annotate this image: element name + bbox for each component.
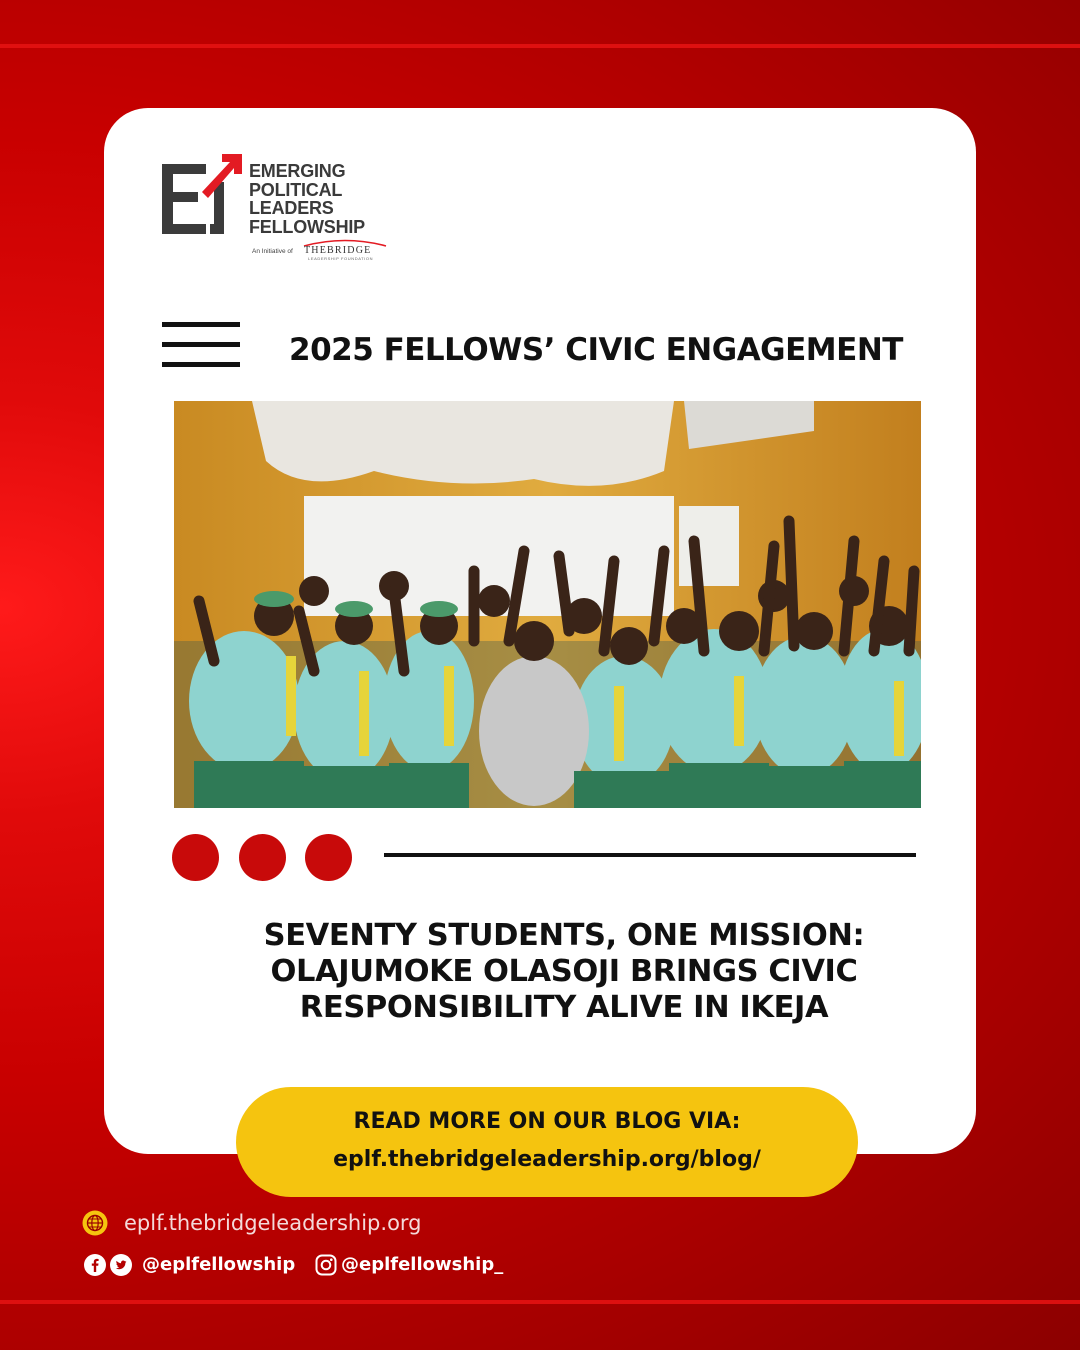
menu-line (162, 362, 240, 367)
menu-line (162, 342, 240, 347)
logo-word: EMERGING (249, 161, 346, 181)
headline-line: RESPONSIBILITY ALIVE IN IKEJA (299, 990, 829, 1025)
menu-line (162, 322, 240, 327)
read-more-button[interactable] (236, 1087, 858, 1197)
eplf-logo (162, 152, 422, 264)
eplf-logo-mark-icon (162, 152, 244, 236)
decorative-dot (172, 834, 219, 881)
decorative-dot (239, 834, 286, 881)
menu-lines-icon (162, 322, 240, 368)
instagram-icon[interactable] (315, 1254, 337, 1276)
globe-icon (82, 1210, 108, 1236)
twitter-icon[interactable] (110, 1254, 132, 1276)
logo-initiative-text: An Initiative of (252, 248, 293, 255)
logo-word: POLITICAL (249, 179, 343, 200)
logo-initiative-line (252, 244, 392, 264)
bottom-frame-line (0, 1300, 1080, 1304)
logo-wordmark (249, 162, 419, 236)
headline-line: OLAJUMOKE OLASOJI BRINGS CIVIC (270, 954, 858, 989)
blog-link[interactable]: eplf.thebridgeleadership.org/blog/ (333, 1147, 761, 1172)
website-url[interactable]: eplf.thebridgeleadership.org (124, 1211, 422, 1235)
cta-label: READ MORE ON OUR BLOG VIA: (353, 1109, 741, 1134)
facebook-twitter-handle[interactable]: @eplfellowship (142, 1254, 296, 1275)
article-headline (214, 918, 914, 1026)
facebook-icon[interactable] (84, 1254, 106, 1276)
headline-line: SEVENTY STUDENTS, ONE MISSION: (263, 918, 865, 953)
section-title: 2025 FELLOWS’ CIVIC ENGAGEMENT (289, 332, 903, 368)
logo-partner-name: THEBRIDGE (304, 245, 372, 256)
divider-line (384, 853, 916, 857)
logo-word: FELLOWSHIP (249, 216, 365, 237)
logo-partner-sub: LEADERSHIP FOUNDATION (308, 256, 374, 261)
instagram-handle[interactable]: @eplfellowship_ (341, 1254, 504, 1275)
social-handles (84, 1252, 544, 1280)
group-photo (174, 401, 921, 808)
top-frame-line (0, 44, 1080, 48)
decorative-dot (305, 834, 352, 881)
group-photo-illustration (174, 401, 921, 808)
logo-word: LEADERS (249, 198, 334, 218)
